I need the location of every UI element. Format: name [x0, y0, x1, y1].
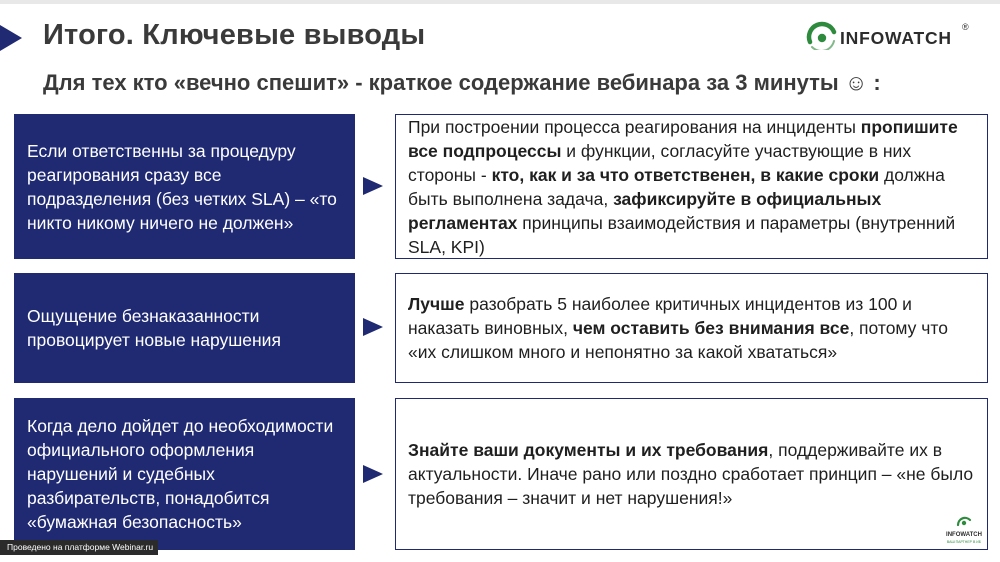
- logo-registered-mark: ®: [962, 22, 969, 32]
- body-text: При построении процесса реагирования на инциденты: [408, 116, 861, 137]
- top-divider: [0, 0, 1000, 4]
- conclusion-problem-2: [14, 273, 355, 383]
- infowatch-logo: [806, 20, 976, 56]
- conclusion-problem-1: [14, 114, 355, 259]
- emphasis-text: Знайте ваши документы и их требования: [408, 440, 769, 460]
- solution-text: [408, 292, 975, 364]
- arrow-right-icon: [363, 318, 383, 336]
- emphasis-text: зафиксируйте в официальных регламентах: [408, 188, 882, 233]
- body-text: и функции, согласуйте участвующие в них стороны -: [408, 140, 912, 185]
- body-text: принципы взаимодействия и параметры (внутренний SLA, KPI): [408, 212, 956, 257]
- emphasis-text: кто, как и за что ответственен, в какие сроки: [491, 164, 880, 185]
- solution-text: [408, 115, 975, 259]
- infowatch-logo-icon: [806, 20, 838, 50]
- body-text: , потому что «их слишком много и непонятно за какой хвататься»: [408, 318, 948, 362]
- body-text: , поддерживайте их в актуальности. Иначе рано или поздно сработает принцип – «не было требования – значит и нет нарушения!»: [408, 440, 974, 508]
- logo-text: INFOWATCH: [840, 28, 952, 48]
- conclusion-solution-2: [395, 273, 988, 383]
- body-text: должна быть выполнена задача,: [408, 164, 945, 209]
- solution-text: [408, 438, 975, 510]
- arrow-right-icon: [363, 465, 383, 483]
- small-logo-subtext: ВАШ ПАРТНЕР В ИБ: [946, 540, 982, 544]
- problem-text: Если ответственны за процедуру реагирования сразу все подразделения (без четких SLA) – «то никто никому ничего не должен»: [27, 140, 337, 233]
- small-logo-text: INFOWATCH: [946, 532, 982, 538]
- small-infowatch-logo: [944, 512, 984, 548]
- platform-badge[interactable]: Проведено на платформе Webinar.ru: [0, 540, 158, 555]
- conclusion-solution-3: [395, 398, 988, 550]
- infowatch-logo-icon: [956, 514, 972, 530]
- emphasis-text: Лучше: [408, 294, 465, 314]
- page-subtitle: Для тех кто «вечно спешит» - краткое содержание вебинара за 3 минуты ☺ :: [43, 70, 881, 95]
- problem-text: Когда дело дойдет до необходимости официального оформления нарушений и судебных разбирательств, понадобится «бумажная безопасность»: [27, 416, 334, 532]
- title-marker-triangle: [0, 25, 22, 51]
- conclusion-problem-3: [14, 398, 355, 550]
- page-title: Итого. Ключевые выводы: [43, 19, 426, 51]
- arrow-right-icon: [363, 177, 383, 195]
- emphasis-text: чем оставить без внимания все: [572, 318, 850, 338]
- body-text: разобрать 5 наиболее критичных инцидентов из 100 и наказать виновных,: [408, 294, 912, 338]
- emphasis-text: пропишите все подпроцессы: [408, 116, 958, 161]
- conclusion-solution-1: [395, 114, 988, 259]
- problem-text: Ощущение безнаказанности провоцирует новые нарушения: [27, 306, 281, 350]
